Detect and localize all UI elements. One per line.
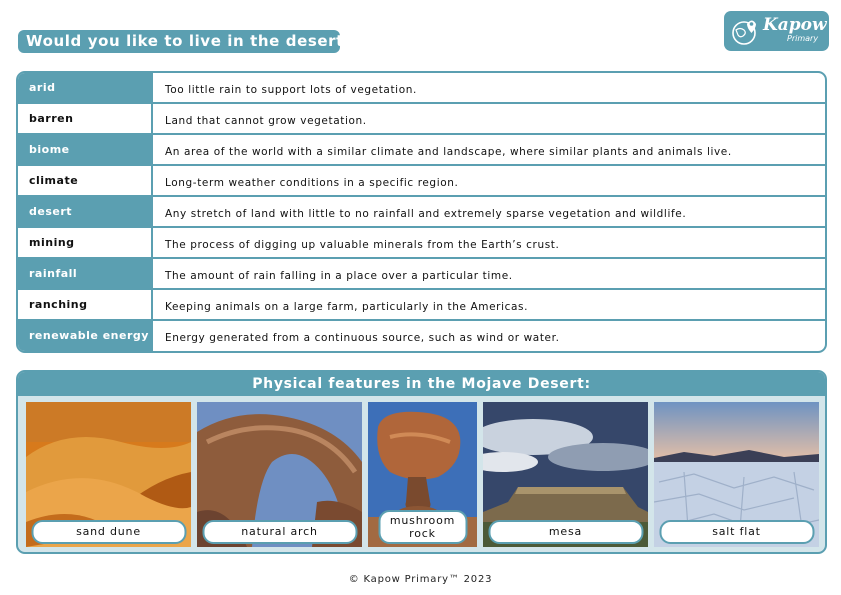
vocab-definition: The amount of rain falling in a place over a particular time.	[165, 270, 513, 282]
globe-pin-icon	[730, 16, 760, 46]
feature-label-text: sand dune	[76, 525, 141, 538]
vocabulary-table	[16, 71, 827, 353]
feature-label-text: mesa	[548, 525, 583, 538]
vocab-row	[18, 228, 825, 259]
feature-label-text: natural arch	[241, 525, 318, 538]
features-panel	[16, 370, 827, 554]
vocab-definition: Keeping animals on a large farm, particularly in the Americas.	[165, 301, 529, 313]
logo-brand: Kapow	[763, 15, 827, 35]
page-title: Would you like to live in the desert?	[18, 30, 340, 53]
logo-sub: Primary	[787, 34, 819, 43]
vocab-row	[18, 166, 825, 197]
vocab-row	[18, 290, 825, 321]
mushroom-rock-image	[368, 402, 477, 547]
vocab-definition: Long-term weather conditions in a specific region.	[165, 177, 459, 189]
vocab-term: barren	[18, 104, 153, 133]
feature-label	[488, 520, 643, 544]
vocab-definition: Energy generated from a continuous source, such as wind or water.	[165, 332, 560, 344]
feature-label-text: mushroom	[389, 514, 456, 527]
vocab-row	[18, 73, 825, 104]
vocab-term: climate	[18, 166, 153, 195]
copyright-footer: © Kapow Primary™ 2023	[348, 574, 493, 585]
feature-label	[31, 520, 186, 544]
vocab-definition: Land that cannot grow vegetation.	[165, 115, 367, 127]
vocab-row	[18, 259, 825, 290]
mesa-image	[483, 402, 648, 547]
vocab-definition: Too little rain to support lots of vegetation.	[165, 84, 417, 96]
sand-dune-image	[26, 402, 191, 547]
feature-label	[659, 520, 814, 544]
feature-label-text: rock	[409, 527, 436, 540]
feature-label	[202, 520, 357, 544]
vocab-term: ranching	[18, 290, 153, 319]
features-heading: Physical features in the Mojave Desert:	[18, 372, 825, 396]
vocab-definition: An area of the world with a similar climate and landscape, where similar plants and animals live.	[165, 146, 732, 158]
vocab-term: arid	[18, 73, 153, 102]
vocab-term: rainfall	[18, 259, 153, 288]
vocab-definition: The process of digging up valuable minerals from the Earth’s crust.	[165, 239, 560, 251]
vocab-term: renewable energy	[18, 321, 153, 352]
vocab-row	[18, 321, 825, 352]
natural-arch-image	[197, 402, 362, 547]
kapow-logo	[724, 11, 829, 51]
vocab-term: mining	[18, 228, 153, 257]
vocab-row	[18, 135, 825, 166]
vocab-term: biome	[18, 135, 153, 164]
salt-flat-image	[654, 402, 819, 547]
vocab-row	[18, 197, 825, 228]
vocab-definition: Any stretch of land with little to no rainfall and extremely sparse vegetation and wildlife.	[165, 208, 687, 220]
vocab-row	[18, 104, 825, 135]
feature-label	[378, 510, 467, 544]
feature-label-text: salt flat	[712, 525, 761, 538]
vocab-term: desert	[18, 197, 153, 226]
